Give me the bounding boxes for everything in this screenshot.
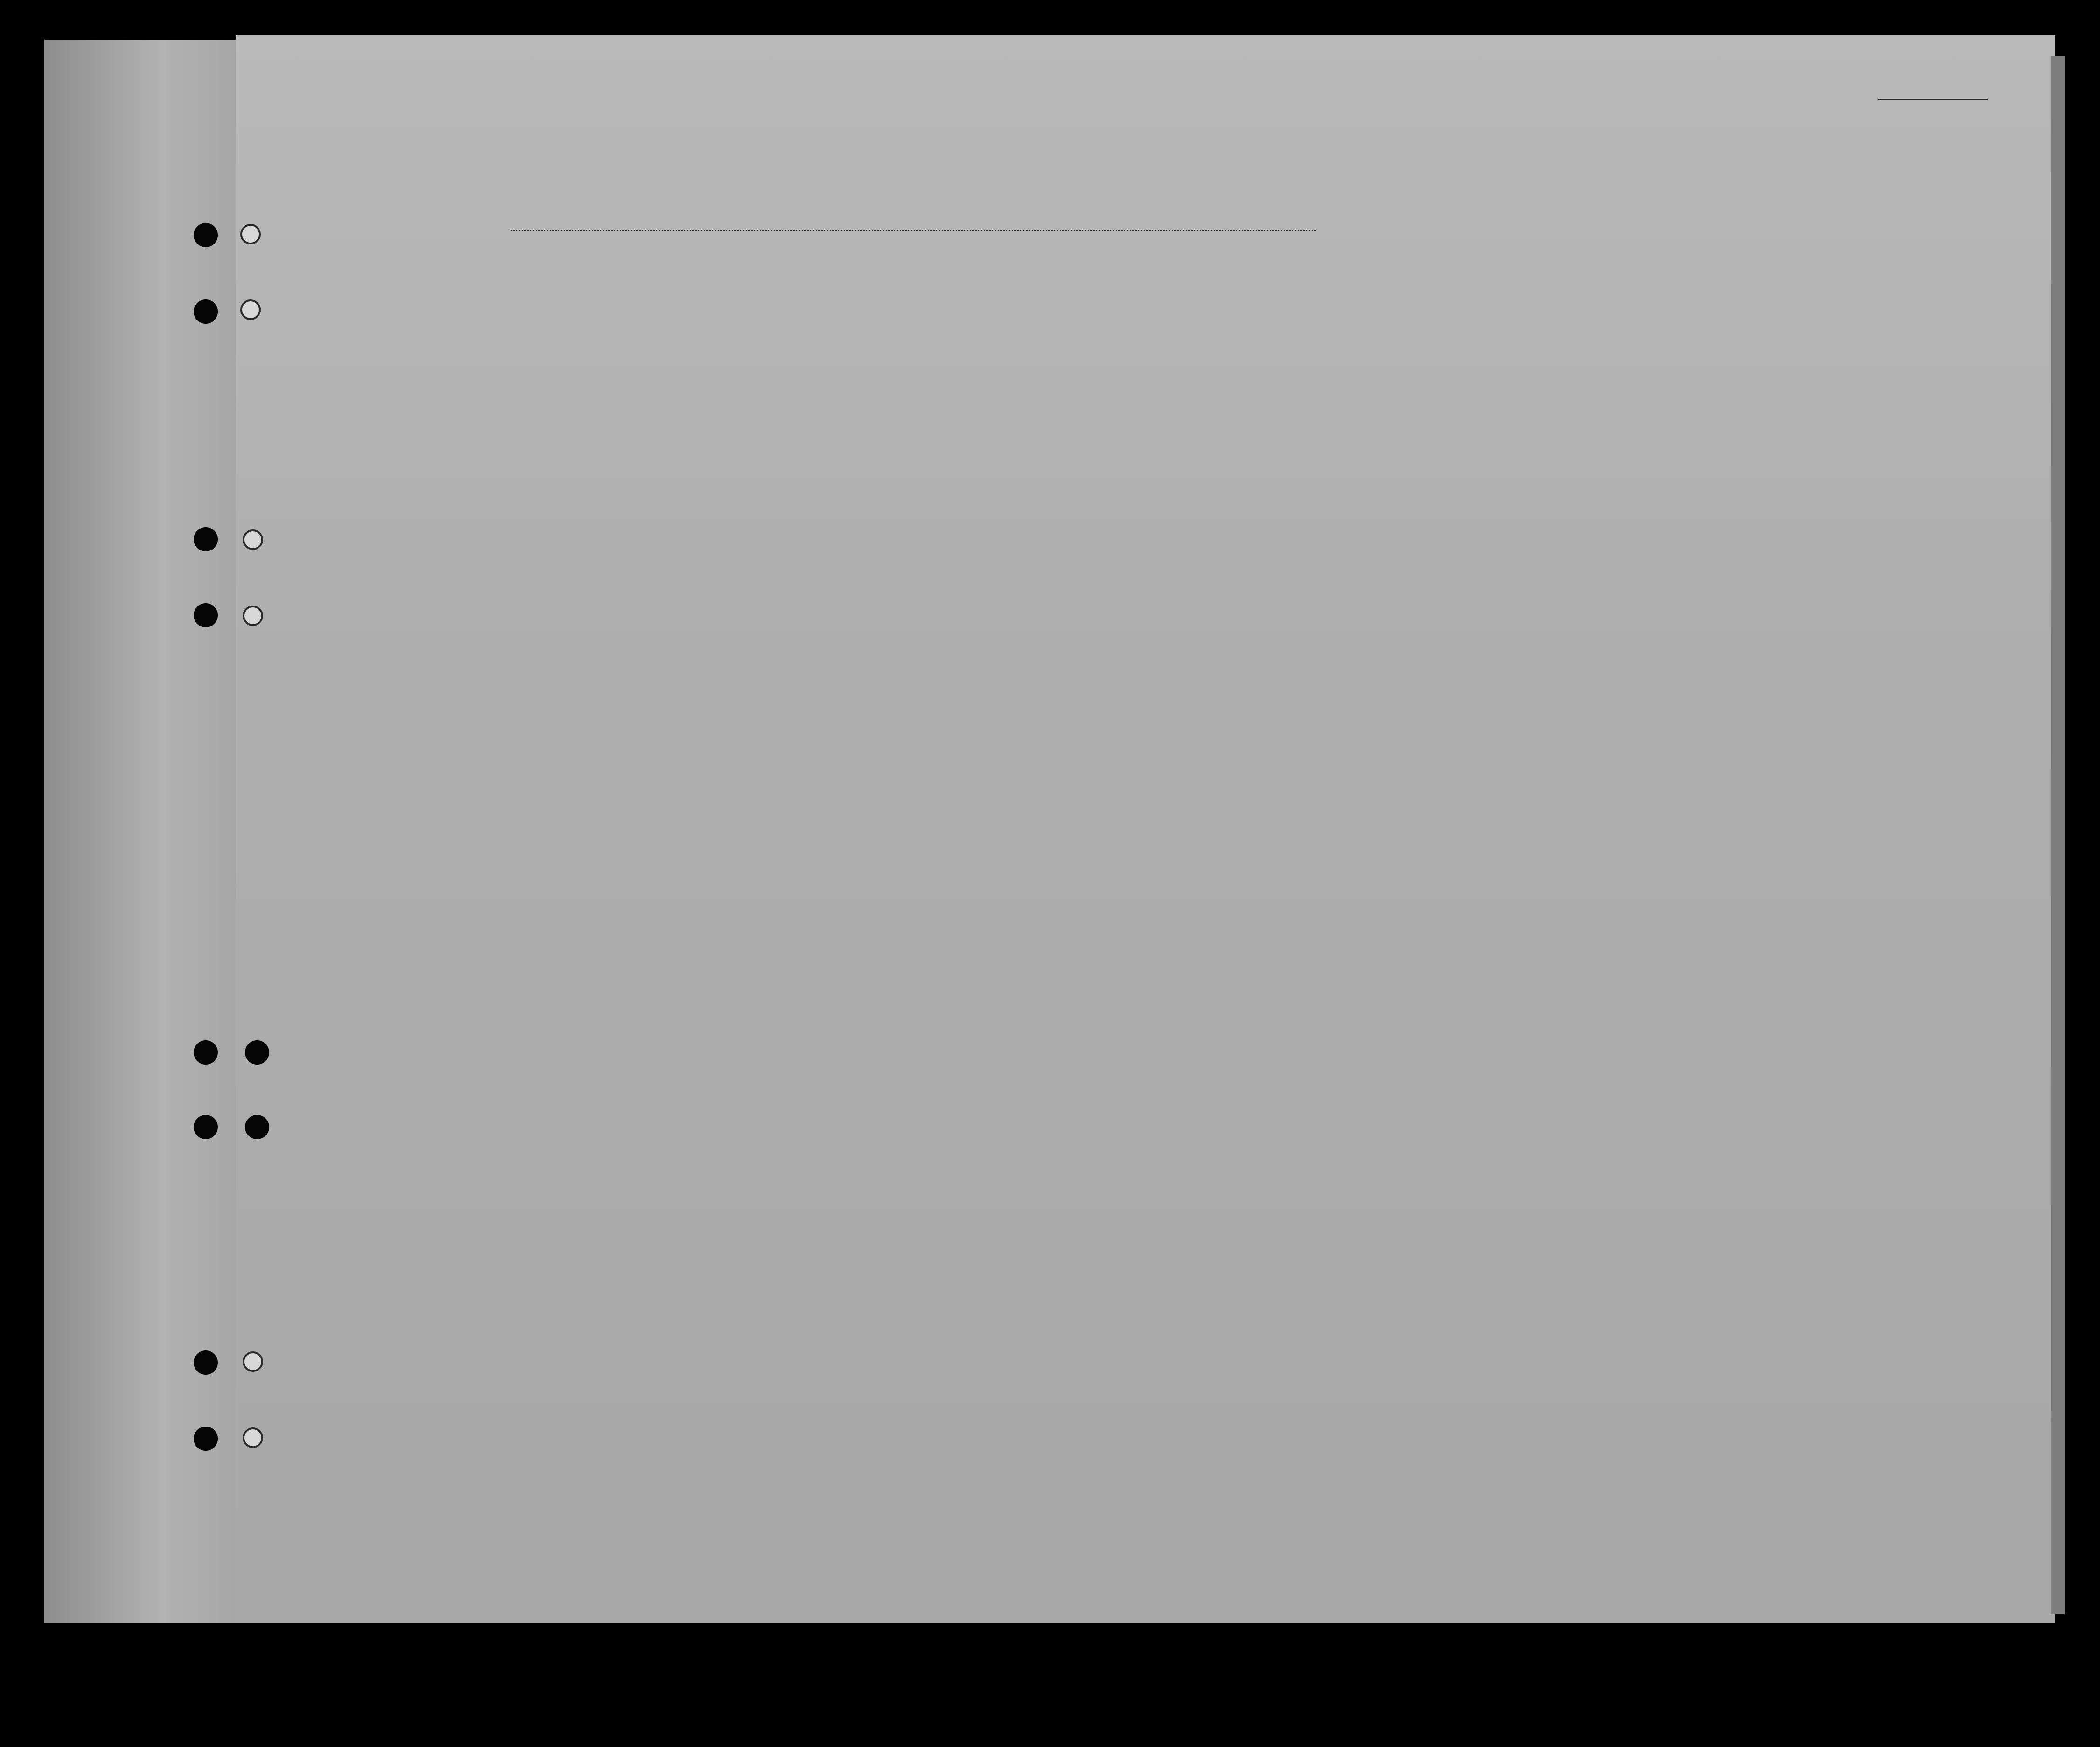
header-anarchist <box>1464 287 1485 399</box>
header-prison-almshouse <box>1388 287 1428 399</box>
binder-hole <box>194 299 218 324</box>
header-arrested <box>1609 287 1625 399</box>
header-return-intent <box>1296 310 1324 399</box>
binder-hole <box>194 1427 218 1451</box>
binder-hole <box>194 1350 218 1375</box>
header-length-of-stay <box>1327 310 1355 399</box>
header-polygamist <box>1433 287 1457 399</box>
binder-ring <box>243 529 263 550</box>
header-ticket <box>740 287 758 399</box>
binder-ring <box>243 606 263 626</box>
header-excluded <box>1588 287 1606 399</box>
binder-hole <box>245 1040 269 1065</box>
header-labor-offer <box>1555 287 1585 399</box>
header-fifty-dollars <box>847 287 872 399</box>
binder-ring <box>243 1427 263 1448</box>
binder-hole <box>245 1115 269 1139</box>
binder-ring <box>243 1351 263 1372</box>
binder-hole <box>194 223 218 247</box>
binder-ring <box>240 224 261 244</box>
binder-hole <box>194 1040 218 1065</box>
header-citizen-intent <box>1359 310 1384 399</box>
header-feet <box>1750 359 1764 397</box>
header-overthrow <box>1491 287 1551 399</box>
binder-hole <box>194 527 218 551</box>
binder-hole <box>194 603 218 627</box>
binder-ring <box>240 299 261 320</box>
binder-hole <box>194 1115 218 1139</box>
header-inches <box>1773 359 1787 397</box>
